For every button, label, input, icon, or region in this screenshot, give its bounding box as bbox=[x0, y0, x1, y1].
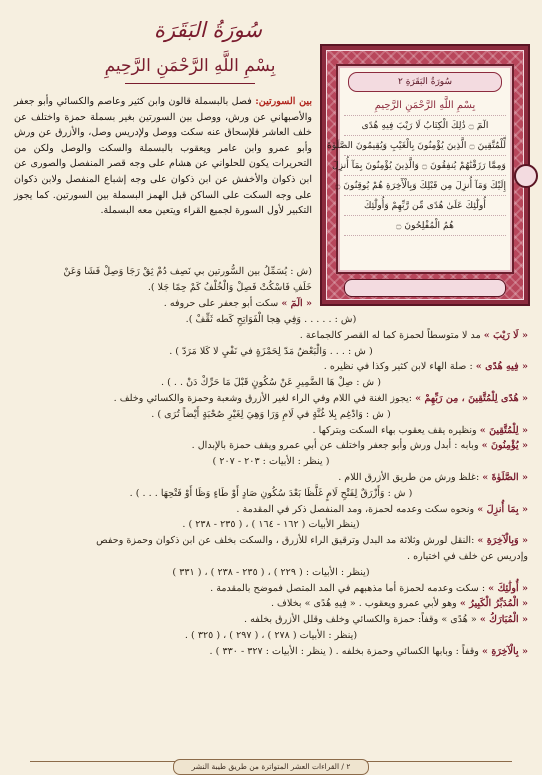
commentary-row: « الٓمٓ » سكت أبو جعفر على حروفه . bbox=[163, 297, 312, 309]
margin-medallion-icon bbox=[514, 164, 538, 188]
commentary-row: « الْمُدَبِّرُ الْكَبِيرُ » وهو لأبي عمرو ويعقوب . « فِيهِ هُدًى » بخلاف . bbox=[270, 598, 528, 610]
commentary-row: « بِمَا أُنزِلَ » ونحوه سكت وعدمه لحمزة، ومد المنفصل ذكر في المقدمة . bbox=[236, 503, 528, 515]
mushaf-line: أُولَٰٓئِكَ عَلَىٰ هُدًى مِّن رَّبِّهِمْ وَأُولَٰٓئِكَ bbox=[344, 196, 506, 216]
commentary-row: (ينظر : الأبيات ( ٢٧٨ ) ، ( ٢٩٧ ) ، ( ٣٢٥ ) . bbox=[184, 629, 358, 641]
commentary-main bbox=[14, 312, 528, 660]
commentary-side bbox=[14, 264, 312, 311]
mushaf-line: بِسْمِ اللَّهِ الرَّحْمَنِ الرَّحِيمِ bbox=[344, 96, 506, 116]
mushaf-line: الٓمٓ ۝ ذَٰلِكَ الْكِتَابُ لَا رَيْبَ فِيهِ هُدًى bbox=[344, 116, 506, 136]
commentary-row: خَلَفِ فَاسْكُتْ فَصِلْ وَالْخُلْفُ كَمْ حِمًا جَلا ). bbox=[147, 281, 312, 293]
commentary-row: « الصَّلَوٰةَ » :غلظ ورش من طريق الأزرق اللام . bbox=[338, 471, 528, 483]
commentary-row: ( ش : . . . وَالْبَعْضُ مَدّ لِحَمْزَةٍ في نَفْيِ لا كَلا مَرَدّ ) . bbox=[169, 345, 373, 357]
commentary-row: ( ش : وَأَزْرَقٌ لِفَتْحِ لَامٍ غَلَّظَا بَعْدَ سُكُونِ صَادٍ أَوْ طَاءٍ وَظَا أَوْ فَتْحِهَا . . . ) . bbox=[129, 487, 413, 499]
footer-book-title: القراءات العشر المتواترة من طريق طيبة النشر bbox=[191, 762, 340, 771]
page-footer bbox=[0, 754, 542, 775]
commentary-row: (ش : يُسَمِّلُ بين السُّورتين بي نَصِف دُمْ ثِقْ رَجَا وَصِلْ فَشَا وَعَنْ bbox=[63, 266, 312, 277]
commentary-row: « بِالْآخِرَةِ » وقفاً : وبابها الكسائي وحمزة بخلفه . ( ينظر : الأبيات : ٣٢٧ - ٣٣٠ ) . bbox=[209, 645, 528, 657]
commentary-row: ( ش : وَادْغِم بِلا غُنَّةٍ في لَامِ وَرَا وَهِيَ لِغَيْرِ صُحْبَةٍ أَيْضاً تُرَى ) . bbox=[151, 408, 391, 420]
ornament-cartouche bbox=[344, 279, 506, 297]
mushaf-line: لِّلْمُتَّقِينَ ۝ الَّذِينَ يُؤْمِنُونَ بِالْغَيْبِ وَيُقِيمُونَ الصَّلَوٰةَ bbox=[344, 136, 506, 156]
surah-title: سُورَةُ البَقَرَة bbox=[153, 18, 263, 42]
commentary-row: « الْمُبَارَكُ » « هُدًى » وقفاً: حمزة والكسائي وخلف وقلل الأزرق بخلفه . bbox=[243, 614, 528, 626]
mushaf-line: وَمِمَّا رَزَقْنَٰهُمْ يُنفِقُونَ ۝ وَالَّذِينَ يُؤْمِنُونَ بِمَآ أُنزِلَ bbox=[344, 156, 506, 176]
intro-text: فصل بالبسملة قالون وابن كثير وعاصم والكسائي وأبو جعفر والأصبهاني عن ورش، ووصل بين السورتين بغير بسملة حمزة واختلف عن خلف العاشر فلإسحاق عنه سكت ووصل ولإدريس وصل، والأزرق عن ورش وأبو عمرو وابن عامر ويعقوب بالبسملة والسكت والوصل ولكن من التحريرات يكون للحلواني عن هشام على وجه قصر المنفصل والصورى عن ابن ذكوان والأخفش عن ابن ذكوان على وجه إشباع المنفصل ولابن ذكوان على وجه السكت على الساكن قبل الهمز البسملة بين السورتين. كما يجوز التكبير لأول السورة لجميع القراء ويتعين معه البسملة. bbox=[14, 96, 312, 217]
mushaf-line: هُمُ الْمُفْلِحُونَ ۝ bbox=[344, 216, 506, 236]
commentary-row: ( ش : صِلْ هَا الضَّمِيرِ عَنْ سُكُونٍ قَبْلَ مَا حَرِّكْ دَنْ . . ) . bbox=[161, 377, 381, 389]
commentary-row: (ينظر : الأبيات : ( ٢٢٩ ) ، ( ٢٣٥ - ٢٣٨ ) ، ( ٣٣١ ) bbox=[172, 566, 370, 578]
commentary-row: « فِيهِ هُدًى » : صلة الهاء لابن كثير وكذا في نظيره . bbox=[323, 361, 528, 373]
commentary-row: « لِلْمُتَّقِينَ » ونظيره يقف يعقوب بهاء السكت وبتركها . bbox=[312, 424, 528, 436]
mushaf-frame bbox=[320, 44, 530, 306]
intro-heading: بين السورتين: bbox=[255, 96, 312, 107]
mushaf-line: إِلَيْكَ وَمَآ أُنزِلَ مِن قَبْلِكَ وَبِالْأٓخِرَةِ هُمْ يُوقِنُونَ ۝ bbox=[344, 176, 506, 196]
commentary-row: وإدريس عن خلف في اختياره . bbox=[406, 550, 528, 562]
mushaf-surah-header: سُورَةُ البَقَرَةِ ٢ bbox=[348, 72, 502, 92]
commentary-row: « وَبِالْآخِرَةِ » :النقل لورش وثلاثة مد البدل وترقيق الراء للأزرق ، والسكت بخلف عن ابن ذكوان وحمزة وحفص bbox=[96, 535, 528, 547]
commentary-row: « أُولَٰئِكَ » : سكت وعدمه لحمزة أما مذهبهم في المد المتصل فموضح بالمقدمة . bbox=[210, 582, 528, 594]
intro-paragraph bbox=[14, 94, 312, 219]
commentary-row: ( ينظر : الأبيات : ٢٠٣ - ٢٠٧ ) bbox=[212, 456, 330, 468]
page-number: ٢ bbox=[346, 762, 351, 771]
commentary-row: « لَا رَيْبَ » مد لا متوسطاً لحمزة كما له القصر كالجماعة . bbox=[299, 329, 528, 341]
commentary-row: « يُؤْمِنُونَ » وبابه : أبدل ورش وأبو جعفر واختلف عن أبي عمرو ويقف حمزة بالإبدال . bbox=[191, 440, 528, 452]
basmala: بِسْمِ اللَّهِ الرَّحْمَنِ الرَّحِيمِ bbox=[95, 56, 285, 84]
footer-band: ٢ / القراءات العشر المتواترة من طريق طيبة النشر bbox=[173, 759, 370, 775]
mushaf-text-panel bbox=[327, 64, 514, 274]
commentary-row: (ش : . . . . . وَفِي هِجا الْفَوَاتِحِ كَطه ثَقِّفْ ). bbox=[185, 314, 357, 325]
commentary-row: (ينظر الأبيات ( ١٦٢ - ١٦٤ ) ، ( ٢٣٥ - ٢٣٨ ) . bbox=[182, 519, 360, 531]
commentary-row: « هُدًى لِلْمُتَّقِينَ ، مِن رَبِّهِمْ » :يجوز الغنة في اللام وفي الراء لغير الأزرق وشعبة وحمزة والكسائي وخلف . bbox=[113, 392, 528, 404]
